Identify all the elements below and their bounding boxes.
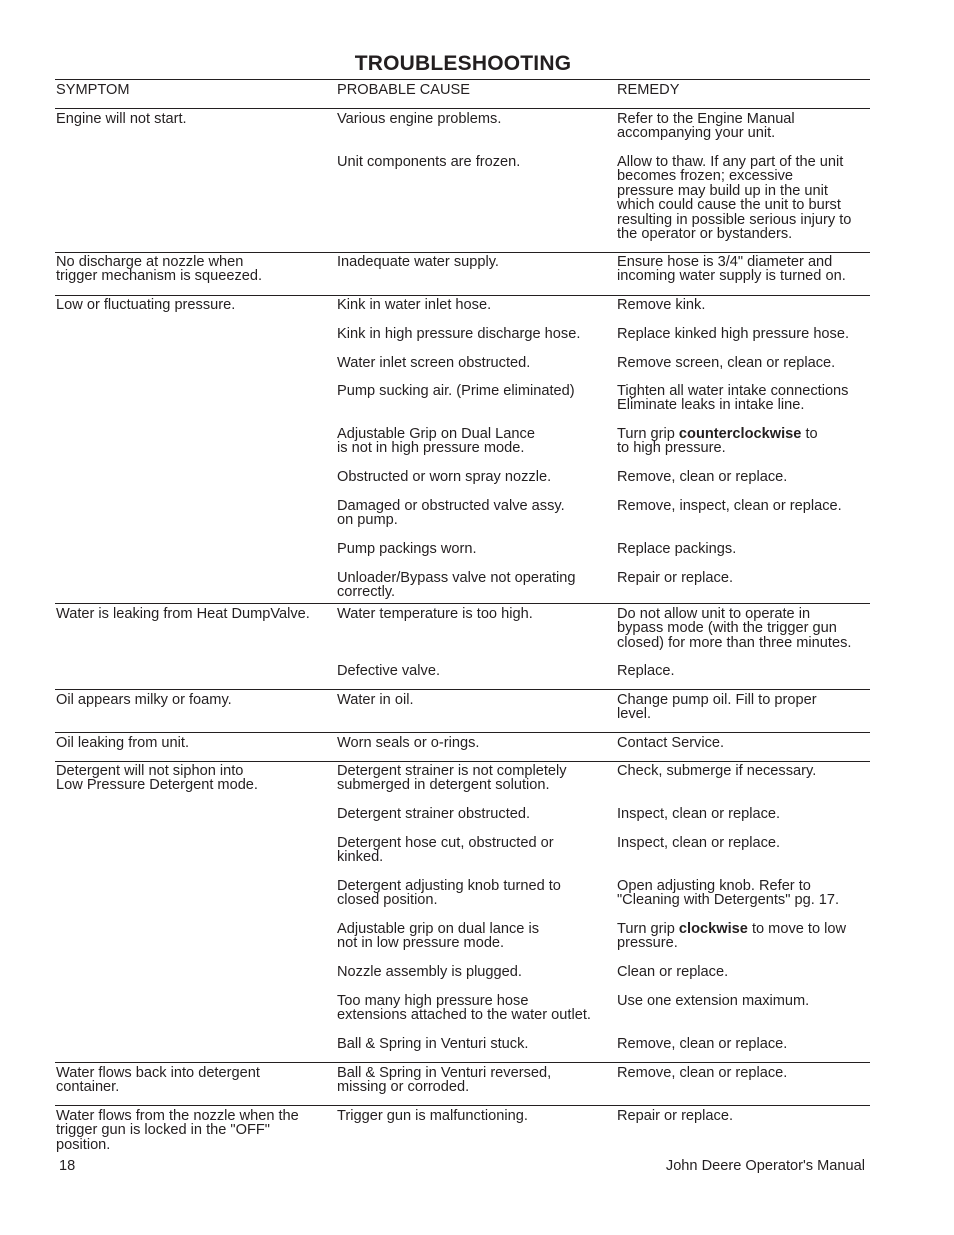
- row-separator: [55, 761, 870, 762]
- remedy-text: to to high pressure.: [617, 426, 818, 457]
- remedy-emphasis: clockwise: [678, 921, 748, 937]
- remedy-cell: Ensure hose is 3/4" diameter and incoming water supply is turned on.: [617, 254, 846, 285]
- remedy-cell: Check, submerge if necessary.: [617, 763, 817, 779]
- table-top-rule: [55, 79, 870, 80]
- cause-cell: Damaged or obstructed valve assy. on pump.: [337, 498, 565, 529]
- remedy-cell: Remove, clean or replace.: [617, 1065, 788, 1081]
- cause-cell: Unloader/Bypass valve not operating correctly.: [337, 570, 576, 601]
- row-separator: [55, 732, 870, 733]
- symptom-cell: Water flows back into detergent container.: [56, 1065, 260, 1096]
- remedy-cell: Replace.: [617, 663, 675, 679]
- cause-cell: Pump sucking air. (Prime eliminated): [337, 383, 575, 399]
- remedy-cell: Replace packings.: [617, 541, 737, 557]
- cause-cell: Inadequate water supply.: [337, 254, 499, 270]
- remedy-text: Turn grip: [617, 921, 679, 937]
- cause-cell: Detergent strainer obstructed.: [337, 806, 531, 822]
- header-remedy: REMEDY: [617, 82, 680, 98]
- remedy-cell: Repair or replace.: [617, 570, 733, 586]
- remedy-cell: Remove, inspect, clean or replace.: [617, 498, 842, 514]
- remedy-cell: Remove, clean or replace.: [617, 469, 788, 485]
- cause-cell: Trigger gun is malfunctioning.: [337, 1108, 528, 1124]
- row-separator: [55, 1105, 870, 1106]
- remedy-cell: Open adjusting knob. Refer to "Cleaning with Detergents" pg. 17.: [617, 878, 840, 909]
- remedy-text: to move to low pressure.: [617, 921, 847, 952]
- remedy-cell: Replace kinked high pressure hose.: [617, 326, 850, 342]
- header-probable-cause: PROBABLE CAUSE: [337, 82, 471, 98]
- cause-cell: Too many high pressure hose extensions attached to the water outlet.: [337, 993, 591, 1024]
- page-number: 18: [59, 1158, 76, 1174]
- cause-cell: Unit components are frozen.: [337, 154, 521, 170]
- cause-cell: Water inlet screen obstructed.: [337, 355, 531, 371]
- cause-cell: Adjustable Grip on Dual Lance is not in high pressure mode.: [337, 426, 535, 457]
- remedy-cell: Inspect, clean or replace.: [617, 835, 781, 851]
- cause-cell: Various engine problems.: [337, 111, 502, 127]
- cause-cell: Obstructed or worn spray nozzle.: [337, 469, 552, 485]
- cause-cell: Ball & Spring in Venturi reversed, missing or corroded.: [337, 1065, 552, 1096]
- cause-cell: Water temperature is too high.: [337, 606, 533, 622]
- remedy-cell: Tighten all water intake connections Eliminate leaks in intake line.: [617, 383, 849, 414]
- remedy-cell: Remove kink.: [617, 297, 706, 313]
- symptom-cell: Detergent will not siphon into Low Pressure Detergent mode.: [56, 763, 258, 794]
- remedy-cell: Remove, clean or replace.: [617, 1036, 788, 1052]
- cause-cell: Pump packings worn.: [337, 541, 477, 557]
- remedy-cell: Repair or replace.: [617, 1108, 733, 1124]
- remedy-cell: Refer to the Engine Manual accompanying your unit.: [617, 111, 795, 142]
- cause-cell: Adjustable grip on dual lance is not in low pressure mode.: [337, 921, 540, 952]
- symptom-cell: Oil appears milky or foamy.: [56, 692, 232, 708]
- symptom-cell: Engine will not start.: [56, 111, 187, 127]
- row-separator: [55, 1062, 870, 1063]
- symptom-cell: Oil leaking from unit.: [56, 735, 190, 751]
- page-title: TROUBLESHOOTING: [354, 52, 572, 75]
- cause-cell: Water in oil.: [337, 692, 414, 708]
- symptom-cell: Water is leaking from Heat DumpValve.: [56, 606, 310, 622]
- cause-cell: Defective valve.: [337, 663, 441, 679]
- row-separator: [55, 252, 870, 253]
- remedy-cell: Allow to thaw. If any part of the unit becomes frozen; excessive pressure may build up in the unit which could cause the unit to burst resulting in possible serious injury to the operator or bystanders.: [617, 154, 852, 243]
- cause-cell: Worn seals or o-rings.: [337, 735, 480, 751]
- header-symptom: SYMPTOM: [56, 82, 130, 98]
- remedy-cell: Change pump oil. Fill to proper level.: [617, 692, 817, 723]
- manual-title: John Deere Operator's Manual: [665, 1158, 865, 1174]
- remedy-cell: Inspect, clean or replace.: [617, 806, 781, 822]
- remedy-cell: [617, 922, 872, 951]
- row-separator: [55, 295, 870, 296]
- remedy-text: Turn grip: [617, 426, 679, 442]
- cause-cell: Kink in water inlet hose.: [337, 297, 492, 313]
- remedy-cell: [617, 427, 872, 456]
- remedy-cell: Clean or replace.: [617, 964, 729, 980]
- remedy-cell: Contact Service.: [617, 735, 725, 751]
- cause-cell: Kink in high pressure discharge hose.: [337, 326, 581, 342]
- remedy-cell: Use one extension maximum.: [617, 993, 810, 1009]
- header-bottom-rule: [55, 108, 870, 109]
- remedy-cell: Remove screen, clean or replace.: [617, 355, 836, 371]
- cause-cell: Nozzle assembly is plugged.: [337, 964, 522, 980]
- remedy-emphasis: counterclockwise: [678, 426, 802, 442]
- row-separator: [55, 603, 870, 604]
- cause-cell: Detergent hose cut, obstructed or kinked.: [337, 835, 554, 866]
- cause-cell: Detergent adjusting knob turned to closed position.: [337, 878, 561, 909]
- cause-cell: Ball & Spring in Venturi stuck.: [337, 1036, 529, 1052]
- symptom-cell: Water flows from the nozzle when the trigger gun is locked in the "OFF" position.: [56, 1108, 299, 1153]
- remedy-cell: Do not allow unit to operate in bypass mode (with the trigger gun closed) for more than three minutes.: [617, 606, 852, 651]
- cause-cell: Detergent strainer is not completely submerged in detergent solution.: [337, 763, 567, 794]
- symptom-cell: No discharge at nozzle when trigger mechanism is squeezed.: [56, 254, 263, 285]
- row-separator: [55, 689, 870, 690]
- symptom-cell: Low or fluctuating pressure.: [56, 297, 236, 313]
